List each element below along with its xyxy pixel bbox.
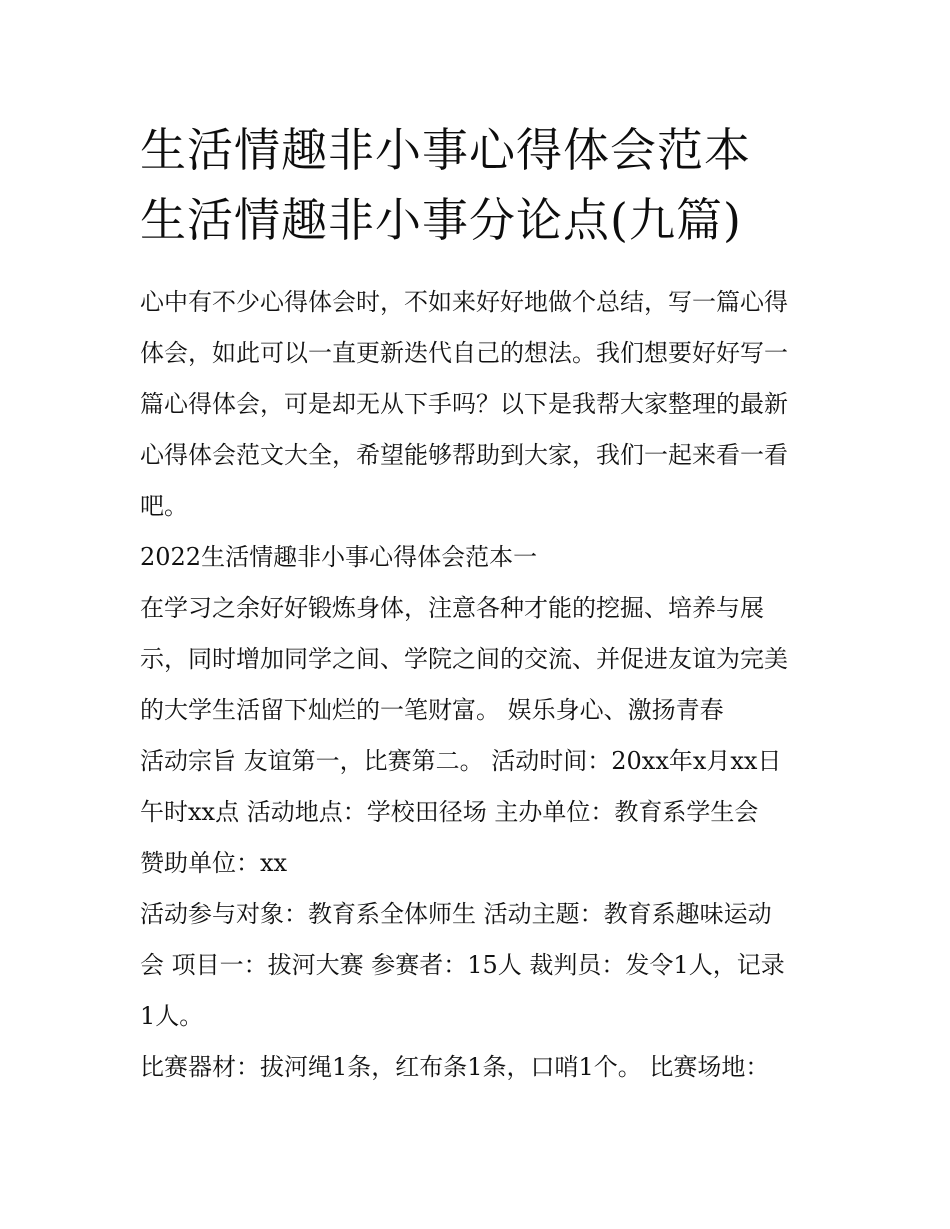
text-line: 吧。: [140, 492, 188, 520]
text-line: 活动参与对象：教育系全体师生 活动主题：教育系趣味运动: [140, 900, 772, 928]
text-line: 赞助单位：xx: [140, 849, 288, 877]
text-line: 1人。: [140, 1002, 204, 1030]
document-page: [140, 115, 812, 1093]
title-line: 生活情趣非小事分论点(九篇): [140, 193, 742, 247]
body-paragraph: [140, 889, 812, 1042]
text-line: 活动宗旨 友谊第一，比赛第二。 活动时间：20xx年x月xx日: [140, 747, 782, 775]
text-line: 示，同时增加同学之间、学院之间的交流、并促进友谊为完美: [140, 645, 788, 673]
text-line: 2022生活情趣非小事心得体会范本一: [140, 543, 538, 571]
text-line: 体会，如此可以一直更新迭代自己的想法。我们想要好好写一: [140, 339, 788, 367]
section-heading: [140, 532, 812, 583]
text-line: 的大学生活留下灿烂的一笔财富。 娱乐身心、激扬青春: [140, 696, 724, 724]
text-line: 比赛器材：拔河绳1条，红布条1条，口哨1个。 比赛场地：: [140, 1053, 770, 1081]
text-line: 心中有不少心得体会时，不如来好好地做个总结，写一篇心得: [140, 288, 788, 316]
title-line: 生活情趣非小事心得体会范本: [140, 123, 751, 177]
intro-paragraph: [140, 277, 812, 532]
document-title: [140, 115, 812, 255]
text-line: 午时xx点 活动地点：学校田径场 主办单位：教育系学生会: [140, 798, 759, 826]
text-line: 会 项目一：拔河大赛 参赛者：15人 裁判员：发令1人，记录: [140, 951, 785, 979]
text-line: 篇心得体会，可是却无从下手吗？以下是我帮大家整理的最新: [140, 390, 788, 418]
text-line: 在学习之余好好锻炼身体，注意各种才能的挖掘、培养与展: [140, 594, 764, 622]
body-paragraph: [140, 1042, 812, 1093]
body-paragraph: [140, 583, 812, 736]
text-line: 心得体会范文大全，希望能够帮助到大家，我们一起来看一看: [140, 441, 788, 469]
document-body: [140, 277, 812, 1093]
body-paragraph: [140, 736, 812, 889]
